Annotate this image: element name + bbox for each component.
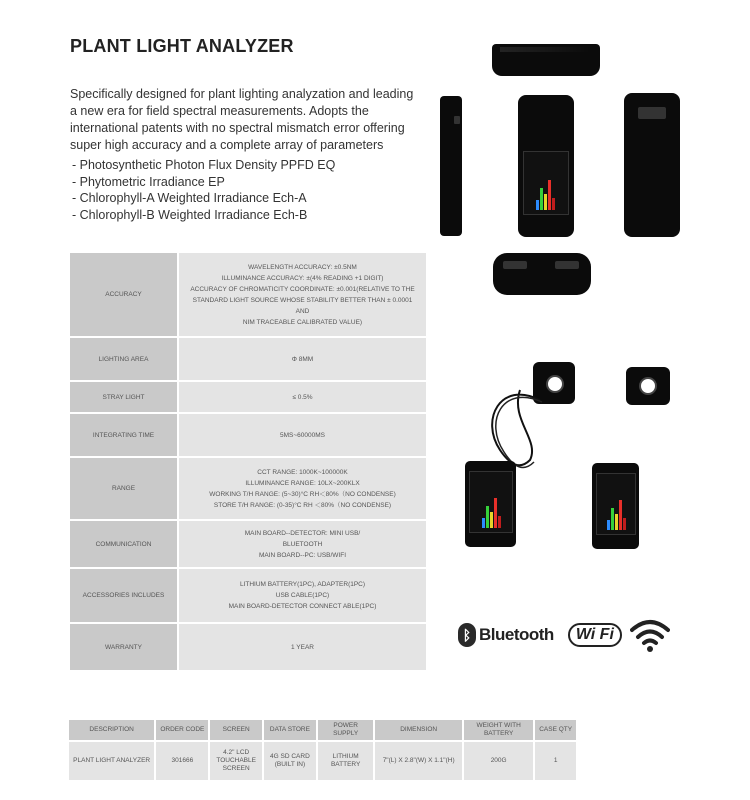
spec-line: STANDARD LIGHT SOURCE WHOSE STABILITY BETTER THAN ± 0.0001 AND [192, 296, 413, 315]
order-table-header [69, 720, 577, 741]
bluetooth-logo [458, 623, 554, 647]
order-header-cell: POWER SUPPLY [317, 720, 374, 741]
spec-value [179, 521, 426, 567]
order-header-cell: SCREEN [209, 720, 262, 741]
device-front-view [518, 95, 574, 237]
order-cell: 4G SD CARD (BUILT IN) [263, 741, 317, 780]
order-cell: 200G [463, 741, 534, 780]
bluetooth-label: Bluetooth [479, 625, 554, 644]
wifi-icon [630, 618, 670, 652]
intro-paragraph: Specifically designed for plant lighting analyzation and leading a new era for field spectral measurements. Adopts the international patents with no spectral mismatch error offering super high accuracy and a complete array of parameters [70, 87, 414, 152]
order-header-cell: ORDER CODE [155, 720, 209, 741]
order-cell: LITHIUM BATTERY [317, 741, 374, 780]
spec-row-accessories [70, 569, 426, 622]
device-side-view [440, 96, 462, 236]
spec-line: 5MS~60000MS [280, 431, 325, 439]
device-back-view [624, 93, 680, 237]
spec-line: ≤ 0.5% [292, 393, 313, 401]
spec-line: BLUETOOTH [282, 540, 323, 548]
spec-row-communication [70, 521, 426, 567]
spec-line: LITHIUM BATTERY(1PC), ADAPTER(1PC) [239, 581, 366, 588]
spec-line: USB CABLE(1PC) [275, 592, 330, 599]
spec-label: COMMUNICATION [70, 521, 177, 567]
order-header-cell: DESCRIPTION [69, 720, 155, 741]
spec-row-stray-light [70, 382, 426, 412]
analyzer-right [592, 463, 639, 549]
order-cell: 1 [534, 741, 577, 780]
wifi-label: Wi Fi [575, 626, 614, 643]
feature-list [72, 157, 335, 223]
spec-value [179, 338, 426, 380]
spec-label: STRAY LIGHT [70, 382, 177, 412]
connectivity-logos [458, 618, 670, 652]
spec-row-range [70, 458, 426, 519]
feature-item: - Phytometric Irradiance EP [72, 174, 335, 191]
spec-table [70, 253, 426, 672]
spec-line: WORKING T/H RANGE: (5~30)°C RH＜80%（NO CONDENSE) [209, 490, 396, 498]
spec-value [179, 414, 426, 456]
spec-line: MAIN BOARD-DETECTOR CONNECT ABLE(1PC) [228, 603, 377, 610]
spec-label: ACCURACY [70, 253, 177, 336]
order-cell: 4.2" LCD TOUCHABLE SCREEN [209, 741, 262, 780]
spec-label: LIGHTING AREA [70, 338, 177, 380]
device-screen [596, 473, 636, 535]
spec-value [179, 253, 426, 336]
table-row [69, 741, 577, 780]
spec-line: MAIN BOARD--PC: USB/WIFI [258, 551, 347, 559]
spec-label: INTEGRATING TIME [70, 414, 177, 456]
spec-line: MAIN BOARD--DETECTOR: MINI USB/ [244, 529, 361, 537]
spec-line: ILLUMINANCE ACCURACY: ±(4% READING +1 DIGIT) [221, 274, 384, 282]
detector-module [626, 367, 670, 405]
spec-label: WARRANTY [70, 624, 177, 670]
device-top-view [492, 44, 600, 76]
spec-line: 1 YEAR [290, 643, 314, 651]
spec-line: NIM TRACEABLE CALIBRATED VALUE) [242, 318, 363, 326]
spec-value [179, 458, 426, 519]
spec-value [179, 382, 426, 412]
page-title: PLANT LIGHT ANALYZER [70, 36, 294, 56]
spec-line: ILLUMINANCE RANGE: 10LX~200KLX [245, 479, 360, 487]
order-cell: 301666 [155, 741, 209, 780]
order-header-cell: WEIGHT WITH BATTERY [463, 720, 534, 741]
spec-row-lighting-area [70, 338, 426, 380]
spec-row-warranty [70, 624, 426, 670]
spec-label: ACCESSORIES INCLUDES [70, 569, 177, 622]
spec-row-integrating-time [70, 414, 426, 456]
order-cell: 7"(L) X 2.8"(W) X 1.1"(H) [374, 741, 463, 780]
feature-item: - Chlorophyll-B Weighted Irradiance Ech-B [72, 207, 335, 224]
device-bottom-view [493, 253, 591, 295]
wifi-logo [568, 623, 622, 647]
analyzer-left [465, 461, 516, 547]
order-header-cell: DIMENSION [374, 720, 463, 741]
spec-line: CCT RANGE: 1000K~100000K [257, 468, 348, 476]
spec-line: STORE T/H RANGE: (0-35)°C RH ＜80%（NO CONDENSE) [213, 501, 392, 509]
spec-line: ACCURACY OF CHROMATICITY COORDINATE: ±0.001(RELATIVE TO THE [190, 285, 415, 293]
spec-line: WAVELENGTH ACCURACY: ±0.5NM [248, 263, 357, 271]
spec-row-accuracy [70, 253, 426, 336]
spec-value [179, 569, 426, 622]
order-table [69, 720, 578, 780]
feature-item: - Chlorophyll-A Weighted Irradiance Ech-A [72, 190, 335, 207]
order-header-cell: DATA STORE [263, 720, 317, 741]
order-header-cell: CASE QTY [534, 720, 577, 741]
feature-item: - Photosynthetic Photon Flux Density PPFD EQ [72, 157, 335, 174]
bluetooth-icon: ᛒ [458, 623, 476, 647]
device-screen [469, 471, 513, 533]
spec-line: Φ 8MM [291, 355, 314, 363]
spec-label: RANGE [70, 458, 177, 519]
order-cell: PLANT LIGHT ANALYZER [69, 741, 155, 780]
spec-value [179, 624, 426, 670]
device-screen [523, 151, 569, 215]
